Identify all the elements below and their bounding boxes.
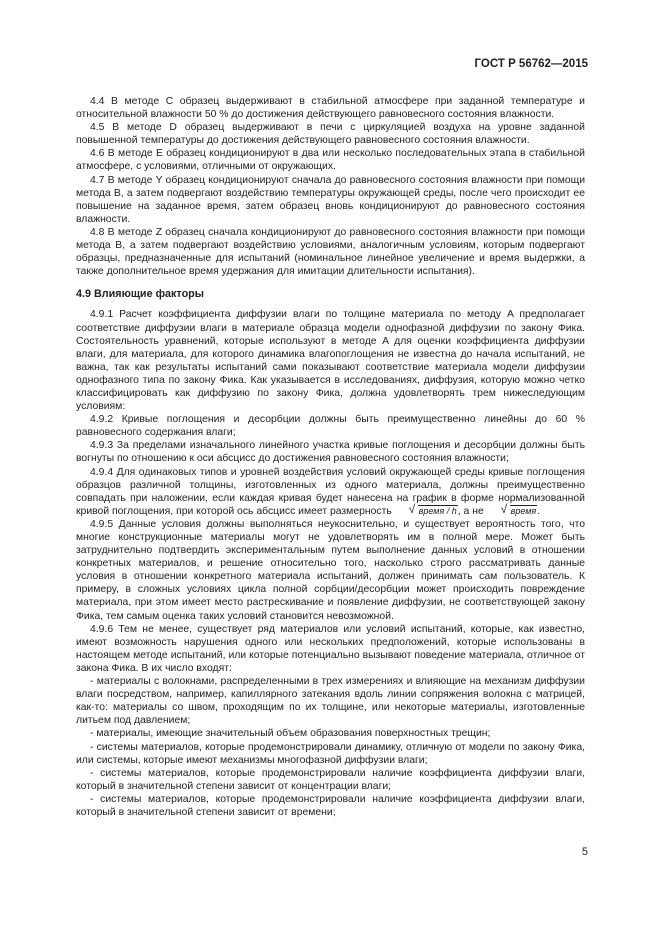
paragraph-4-9-4 [76, 466, 585, 518]
paragraph-4-8: 4.8 В методе Z образец сначала кондиционируют до равновесного состояния влажности при помощи метода B, а затем подвергают воздействию условиями, аналогичным условиям, которым подвергают образцы, предназначенные для испытаний (номинальное линейное увеличение и время выдержки, а также дополнительное время удержания для имитации длительности испытания). [76, 226, 585, 278]
paragraph-4-9-5: 4.9.5 Данные условия должны выполняться неукоснительно, и существует вероятность того, что многие конструкционные материалы могут не удовлетворять им в полной мере. Может быть затруднительно подтвердить экспериментальным путем выполнение данных условий в отношении конкретных материалов, и решение относительно того, насколько строго рассматривать данные условия в отношении конкретного материала испытаний, должен принимать сам пользователь. К примеру, в сложных условиях цикла полной сорбции/десорбции может происходить повреждение материала, при этом имеет место растрескивание и появление диффузии, не соответствующей закону Фика, тем самым оценка таких условий становится невозможной. [76, 518, 585, 622]
list-item: - системы материалов, которые продемонстрировали динамику, отличную от модели по закону Фика, или системы, которые имеют механизмы многофазной диффузии влаги; [76, 741, 585, 766]
formula-time: время [510, 505, 537, 516]
standard-header: ГОСТ Р 56762—2015 [474, 58, 588, 70]
section-title: 4.9 Влияющие факторы [76, 288, 204, 301]
page-number: 5 [581, 846, 588, 858]
list-item: - материалы с волокнами, распределенными в трех измерениях и влияющие на механизм диффузии влаги посредством, например, капиллярного затекания вдоль линии сопряжения волокна с матрицей, как-то: материалы со швом, проходящим по их толщине, или некоторые материалы, изготовленные литьем под давлением; [76, 676, 585, 727]
paragraph-4-6: 4.6 В методе E образец кондиционируют в два или несколько последовательных этапа в стабильной атмосфере, с условиями, отличными от окружающих. [76, 148, 585, 173]
paragraph-4-7: 4.7 В методе Y образец кондиционируют сначала до равновесного состояния влажности при помощи метода B, а затем подвергают воздействию температуры окружающей среды, после чего происходит ее повышение на заданное время, затем образец вновь кондиционируют до равновесного состояния влажности. [76, 174, 585, 225]
paragraph-4-9-2: 4.9.2 Кривые поглощения и десорбции должны быть преимущественно линейны до 60 % равновесного содержания влаги; [76, 414, 585, 439]
sqrt-formula-time [487, 505, 541, 518]
paragraph-4-9-4-text: 4.9.4 Для одинаковых типов и уровней воздействия условий окружающей среды кривые поглощения образцов различной толщины, изготовленных из одного материала, должны преимущественно совпадать при наложении, если каждая кривая будет нанесена на график в форме нормализованной кривой поглощения, при которой ось абсцисс имеет размерность [76, 466, 585, 517]
formula-connector: , а не [457, 505, 484, 517]
list-item: - системы материалов, которые продемонстрировали наличие коэффициента диффузии влаги, который в значительной степени зависит от времени; [76, 793, 585, 818]
formula-time-over-h: время / h [418, 505, 457, 516]
paragraph-4-5: 4.5 В методе D образец выдерживают в печи с циркуляцией воздуха на уровне заданной повышенной температуры до достижения действующего равновесного состояния влажности. [76, 122, 585, 147]
paragraph-4-9-3: 4.9.3 За пределами изначального линейного участка кривые поглощения и десорбции должны быть вогнуты по отношению к оси абсцисс до достижения равновесного состояния влажности; [76, 440, 585, 465]
list-item: - системы материалов, которые продемонстрировали наличие коэффициента диффузии влаги, который в значительной степени зависит от концентрации влаги; [76, 767, 585, 792]
document-body [76, 95, 585, 819]
formula-end: . [537, 505, 541, 517]
paragraph-4-9-1: 4.9.1 Расчет коэффициента диффузии влаги по толщине материала по методу A предполагает соответствие диффузии влаги в материале образца модели однофазной диффузии по закону Фика. Состоятельность уравнений, которые используют в методе A для оценки коэффициента диффузии влаги, для материала, для которого динамика влагопоглощения не известна до начала испытаний, не важна, так как результаты испытаний сами показывают соответствие материала модели диффузии однофазного типа по закону Фика. Как указывается в исследованиях, диффузия, которую можно четко классифицировать как диффузию по закону Фика, должна удовлетворять трем нижеследующим условиям: [76, 309, 585, 413]
paragraph-4-4: 4.4 В методе C образец выдерживают в стабильной атмосфере при заданной температуре и относительной влажности 50 % до достижения действующего равновесного состояния влажности. [76, 96, 585, 121]
paragraph-4-9-6: 4.9.6 Тем не менее, существует ряд материалов или условий испытаний, которые, как известно, имеют возможность нарушения одного или нескольких предположений, которые использованы в настоящем методе испытаний, или которые потенциально вызывают поведение материала, отличное от закона Фика. В их число входят: [76, 623, 585, 674]
sqrt-formula-time-over-h [395, 505, 458, 518]
list-item: - материалы, имеющие значительный объем образования поверхностных трещин; [90, 728, 491, 740]
